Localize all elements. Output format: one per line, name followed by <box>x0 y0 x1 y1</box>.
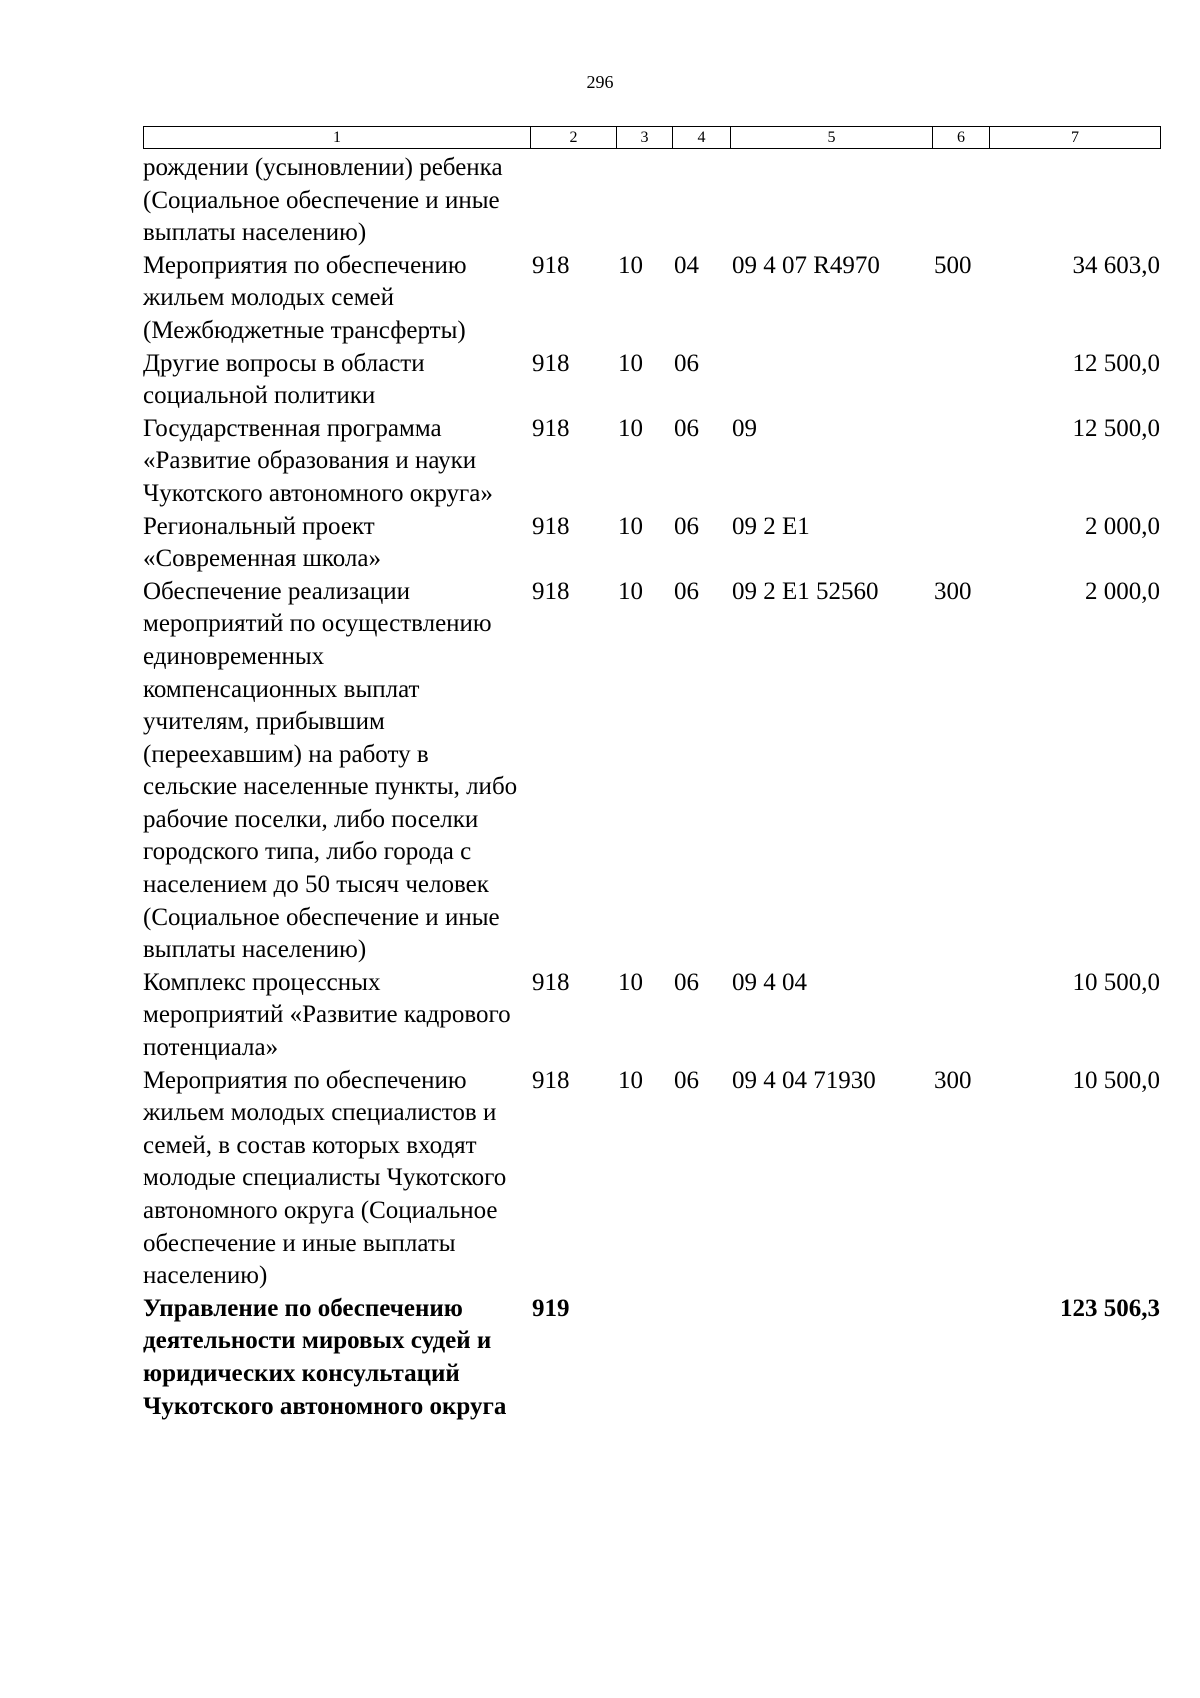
header-col-5: 5 <box>731 127 933 149</box>
row-name: Государственная программа «Развитие образования и науки Чукотского автономного округа» <box>143 414 493 507</box>
row-target-article: 09 <box>732 414 757 442</box>
table-row <box>143 413 1160 511</box>
column-number-header <box>143 126 1161 149</box>
row-subsection: 06 <box>674 512 699 540</box>
header-col-3: 3 <box>617 127 673 149</box>
table-row <box>143 348 1160 413</box>
row-ministry-code: 918 <box>532 968 570 996</box>
row-section: 10 <box>618 414 643 442</box>
row-subsection: 04 <box>674 251 699 279</box>
page-number: 296 <box>586 72 614 92</box>
header-col-7: 7 <box>990 127 1161 149</box>
row-section: 10 <box>618 1066 643 1094</box>
budget-rows <box>143 152 1160 1423</box>
row-target-article: 09 2 E1 52560 <box>732 577 879 605</box>
header-col-1: 1 <box>144 127 531 149</box>
row-amount: 123 506,3 <box>1060 1294 1160 1322</box>
row-name: Мероприятия по обеспечению жильем молодых семей (Межбюджетные трансферты) <box>143 251 467 344</box>
table-row <box>143 576 1160 967</box>
table-row <box>143 511 1160 576</box>
row-name: Управление по обеспечению деятельности мировых судей и юридических консультаций Чукотского автономного округа <box>143 1294 507 1420</box>
row-target-article: 09 4 07 R4970 <box>732 251 880 279</box>
header-col-2: 2 <box>531 127 617 149</box>
row-ministry-code: 918 <box>532 1066 570 1094</box>
table-row <box>143 152 1160 250</box>
row-amount: 2 000,0 <box>1085 512 1160 540</box>
row-section: 10 <box>618 251 643 279</box>
row-name: рождении (усыновлении) ребенка (Социальное обеспечение и иные выплаты населению) <box>143 154 503 247</box>
row-ministry-code: 918 <box>532 349 570 377</box>
row-amount: 12 500,0 <box>1072 349 1160 377</box>
row-amount: 2 000,0 <box>1085 577 1160 605</box>
row-amount: 12 500,0 <box>1072 414 1160 442</box>
row-section: 10 <box>618 577 643 605</box>
row-subsection: 06 <box>674 968 699 996</box>
header-col-4: 4 <box>673 127 731 149</box>
row-amount: 10 500,0 <box>1072 968 1160 996</box>
row-target-article: 09 4 04 71930 <box>732 1066 876 1094</box>
row-name: Комплекс процессных мероприятий «Развитие кадрового потенциала» <box>143 968 511 1062</box>
header-row <box>144 127 1161 149</box>
row-ministry-code: 918 <box>532 512 570 540</box>
row-ministry-code: 919 <box>532 1294 570 1322</box>
row-section: 10 <box>618 512 643 540</box>
row-section: 10 <box>618 349 643 377</box>
row-subsection: 06 <box>674 349 699 377</box>
row-expense-type: 300 <box>934 577 972 605</box>
row-expense-type: 300 <box>934 1066 972 1094</box>
header-col-6: 6 <box>933 127 990 149</box>
row-expense-type: 500 <box>934 251 972 279</box>
row-ministry-code: 918 <box>532 414 570 442</box>
table-row <box>143 250 1160 348</box>
row-subsection: 06 <box>674 577 699 605</box>
table-row <box>143 967 1160 1065</box>
row-ministry-code: 918 <box>532 577 570 605</box>
table-row-total <box>143 1293 1160 1423</box>
row-target-article: 09 4 04 <box>732 968 807 996</box>
row-name: Региональный проект «Современная школа» <box>143 512 381 573</box>
row-section: 10 <box>618 968 643 996</box>
row-amount: 10 500,0 <box>1072 1066 1160 1094</box>
row-subsection: 06 <box>674 414 699 442</box>
table-row <box>143 1065 1160 1293</box>
row-name: Мероприятия по обеспечению жильем молодых специалистов и семей, в состав которых входят молодые специалисты Чукотского автономного округа (Социальное обеспечение и иные выплаты населению) <box>143 1066 507 1290</box>
row-target-article: 09 2 E1 <box>732 512 810 540</box>
row-name: Другие вопросы в области социальной политики <box>143 349 425 410</box>
row-name: Обеспечение реализации мероприятий по осуществлению единовременных компенсационных выплат учителям, прибывшим (переехавшим) на работу в сельские населенные пункты, либо рабочие поселки, либо поселки городского типа, либо города с населением до 50 тысяч человек (Социальное обеспечение и иные выплаты населению) <box>143 577 518 964</box>
row-ministry-code: 918 <box>532 251 570 279</box>
row-amount: 34 603,0 <box>1072 251 1160 279</box>
row-subsection: 06 <box>674 1066 699 1094</box>
